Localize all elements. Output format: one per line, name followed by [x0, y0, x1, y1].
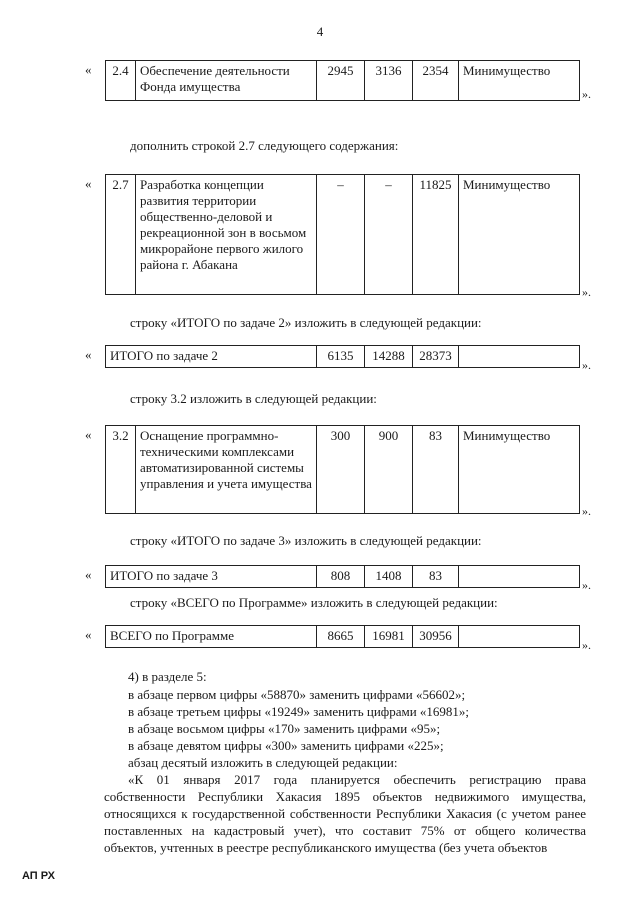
section-5-item: в абзаце девятом цифры «300» заменить цифрами «225»; [128, 738, 444, 753]
paragraph-intro-itogo-2: строку «ИТОГО по задаче 2» изложить в следующей редакции: [130, 315, 482, 330]
table-row-3-2 [85, 425, 613, 518]
table-row-2-4 [85, 60, 613, 104]
quote-close: ». [582, 578, 591, 592]
quoted-paragraph-text: «К 01 января 2017 года планируется обеспечить регистрацию права собственности Республики Хакасия 1895 объектов недвижимого имущества, относящихся к государственной собственности Республики Хакасия (с учетом ранее поставленных на кадастровый учет), что составит 75% от общего количества объектов, учтенных в реестре республиканского имущества (без учета объектов [104, 772, 586, 855]
row-value-2: 3136 [365, 61, 413, 101]
row-executor: Минимущество [459, 61, 580, 101]
section-5-item: в абзаце восьмом цифры «170» заменить цифрами «95»; [128, 721, 441, 736]
row-value-2: – [365, 175, 413, 295]
section-5-title: 4) в разделе 5: [128, 669, 207, 684]
quote-open: « [85, 627, 92, 642]
row-value-3: 2354 [413, 61, 459, 101]
row-code: 2.7 [106, 175, 136, 295]
row-value-1: – [317, 175, 365, 295]
quote-open: « [85, 176, 92, 191]
row-name: ИТОГО по задаче 2 [106, 346, 317, 368]
quote-open: « [85, 427, 92, 442]
row-value-2: 14288 [365, 346, 413, 368]
row-value-3: 28373 [413, 346, 459, 368]
paragraph-intro-3-2: строку 3.2 изложить в следующей редакции: [130, 391, 377, 406]
paragraph-intro-itogo-3: строку «ИТОГО по задаче 3» изложить в следующей редакции: [130, 533, 482, 548]
paragraph-intro-2-7: дополнить строкой 2.7 следующего содержания: [130, 138, 399, 153]
quote-close: ». [582, 638, 591, 652]
quote-open: « [85, 62, 92, 77]
row-name: Обеспечение деятельности Фонда имущества [136, 61, 317, 101]
row-value-3: 30956 [413, 626, 459, 648]
row-value-2: 16981 [365, 626, 413, 648]
row-name: ВСЕГО по Программе [106, 626, 317, 648]
row-name: Оснащение программно-техническими комплексами автоматизированной системы управления и учета имущества [136, 426, 317, 514]
row-executor: Минимущество [459, 175, 580, 295]
row-value-1: 300 [317, 426, 365, 514]
quote-open: « [85, 567, 92, 582]
page-number: 4 [316, 24, 324, 39]
table-row-2-7 [85, 174, 613, 299]
row-value-1: 8665 [317, 626, 365, 648]
row-value-3: 11825 [413, 175, 459, 295]
row-executor-empty [459, 346, 580, 368]
row-value-1: 2945 [317, 61, 365, 101]
paragraph-intro-vsego: строку «ВСЕГО по Программе» изложить в следующей редакции: [130, 595, 498, 610]
row-value-2: 900 [365, 426, 413, 514]
row-code: 2.4 [106, 61, 136, 101]
row-value-1: 808 [317, 566, 365, 588]
row-value-3: 83 [413, 426, 459, 514]
table-row-vsego [85, 625, 613, 652]
quote-close: ». [582, 358, 591, 372]
row-executor: Минимущество [459, 426, 580, 514]
section-5-item: абзац десятый изложить в следующей редакции: [128, 755, 398, 770]
quote-close: ». [582, 285, 591, 299]
section-5-item: в абзаце первом цифры «58870» заменить цифрами «56602»; [128, 687, 466, 702]
table-row-itogo-3 [85, 565, 613, 592]
row-name: ИТОГО по задаче 3 [106, 566, 317, 588]
row-executor-empty [459, 626, 580, 648]
quote-close: ». [582, 87, 591, 101]
row-name: Разработка концепции развития территории общественно-деловой и рекреационной зон в восьмом микрорайоне первого жилого района г. Абакана [136, 175, 317, 295]
row-value-3: 83 [413, 566, 459, 588]
section-5-item: в абзаце третьем цифры «19249» заменить цифрами «16981»; [128, 704, 470, 719]
row-executor-empty [459, 566, 580, 588]
table-row-itogo-2 [85, 345, 613, 372]
row-value-1: 6135 [317, 346, 365, 368]
row-value-2: 1408 [365, 566, 413, 588]
quote-open: « [85, 347, 92, 362]
quote-close: ». [582, 504, 591, 518]
row-code: 3.2 [106, 426, 136, 514]
footer-mark: АП РХ [22, 870, 56, 882]
quoted-paragraph [104, 771, 586, 856]
